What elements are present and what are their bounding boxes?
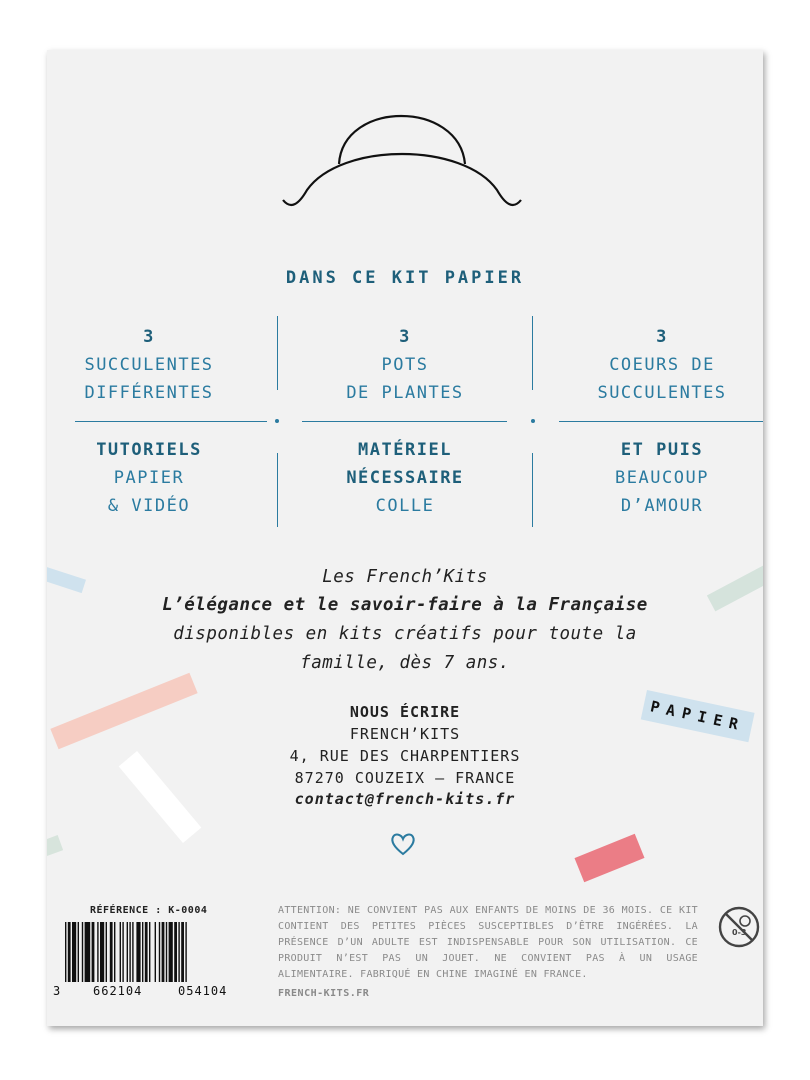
barcode-bar — [106, 922, 107, 982]
divider-vertical — [532, 453, 533, 527]
hat-logo-icon — [277, 90, 527, 220]
contact-email[interactable]: contact@french-kits.fr — [294, 790, 516, 808]
content-heading: MATÉRIEL — [358, 440, 452, 460]
content-label: PAPIER — [113, 468, 185, 488]
content-count: 3 — [399, 327, 411, 347]
kit-back-cover — [47, 50, 763, 1026]
content-cell-hearts — [547, 323, 763, 407]
barcode-bar — [169, 922, 173, 982]
barcode-bar — [120, 922, 121, 982]
content-label: COEURS DE — [609, 355, 715, 375]
safety-warning: ATTENTION: NE CONVIENT PAS AUX ENFANTS DE MOINS DE 36 MOIS. CE KIT CONTIENT DES PETITES PIÈCES SUSCEPTIBLES D’ÊTRE INGÉRÉES. LA PRÉSENCE D’UN ADULTE EST INDISPENSABLE POUR SON UTILISATION. CE PRODUIT N’EST PAS UN JOUET. NE CONVIENT PAS À UN USAGE ALIMENTAIRE. FABRIQUÉ EN CHINE IMAGINÉ EN FRANCE. — [278, 905, 698, 980]
content-label: COLLE — [375, 496, 435, 516]
content-label: POTS — [381, 355, 429, 375]
content-heading: ET PUIS — [620, 440, 704, 460]
reference-label: RÉFÉRENCE : K-0004 — [90, 905, 208, 916]
divider-horizontal — [302, 421, 507, 422]
divider-horizontal — [75, 421, 267, 422]
confetti-red — [574, 834, 644, 882]
barcode-bar — [122, 922, 123, 982]
barcode-bar — [181, 922, 184, 982]
barcode-bar — [145, 922, 148, 982]
barcode-bar — [149, 922, 150, 982]
brand-slogan: L’élégance et le savoir-faire à la Française — [162, 595, 648, 615]
content-label: DIFFÉRENTES — [84, 383, 214, 403]
barcode-bar — [142, 922, 143, 982]
contact-city: 87270 COUZEIX – FRANCE — [294, 769, 516, 787]
content-cell-pots — [290, 323, 520, 407]
content-label: DE PLANTES — [346, 383, 464, 403]
content-cell-tutorials — [47, 436, 264, 520]
barcode — [65, 922, 241, 982]
barcode-bar — [127, 922, 128, 982]
contact-heading: NOUS ÉCRIRE — [349, 703, 461, 721]
kit-title: DANS CE KIT PAPIER — [285, 268, 525, 288]
content-label: & VIDÉO — [107, 496, 191, 516]
content-label: D’AMOUR — [620, 496, 704, 516]
barcode-bar — [72, 922, 76, 982]
content-heading: TUTORIELS — [96, 440, 202, 460]
barcode-bar — [82, 922, 83, 982]
brand-description: disponibles en kits créatifs pour toute la — [173, 624, 637, 644]
contact-street: 4, RUE DES CHARPENTIERS — [289, 747, 521, 765]
content-count: 3 — [656, 327, 668, 347]
barcode-bar — [132, 922, 133, 982]
divider-vertical — [532, 316, 533, 390]
content-label: SUCCULENTES — [597, 383, 727, 403]
barcode-bar — [114, 922, 115, 982]
content-cell-material — [290, 436, 520, 520]
barcode-bar — [110, 922, 113, 982]
barcode-group-1: 662104 — [93, 984, 143, 998]
barcode-bar — [68, 922, 71, 982]
brand-name: Les French’Kits — [322, 567, 488, 587]
barcode-bar — [155, 922, 156, 982]
papier-label-text: PAPIER — [648, 697, 747, 735]
barcode-group-2: 054104 — [178, 984, 228, 998]
barcode-bar — [129, 922, 130, 982]
barcode-bar — [159, 922, 160, 982]
confetti-green-left — [47, 835, 63, 857]
content-label: SUCCULENTES — [84, 355, 214, 375]
barcode-bar — [178, 922, 179, 982]
barcode-bar — [174, 922, 177, 982]
contact-company: FRENCH’KITS — [349, 725, 461, 743]
barcode-bar — [78, 922, 79, 982]
barcode-bar — [162, 922, 165, 982]
divider-dot — [531, 419, 535, 423]
content-count: 3 — [143, 327, 155, 347]
barcode-bar — [85, 922, 91, 982]
barcode-bar — [65, 922, 66, 982]
barcode-bar — [97, 922, 98, 982]
heart-icon — [389, 830, 417, 858]
barcode-bar — [92, 922, 95, 982]
divider-horizontal — [559, 421, 763, 422]
barcode-bar — [166, 922, 167, 982]
divider-vertical — [277, 316, 278, 390]
barcode-bar — [136, 922, 140, 982]
barcode-bar — [185, 922, 186, 982]
divider-dot — [275, 419, 279, 423]
content-label: BEAUCOUP — [615, 468, 709, 488]
brand-description: famille, dès 7 ans. — [300, 653, 510, 673]
barcode-bar — [100, 922, 104, 982]
age-icon-label: 0-3 — [732, 928, 747, 937]
content-heading: NÉCESSAIRE — [346, 468, 464, 488]
website-link[interactable]: FRENCH-KITS.FR — [278, 988, 370, 999]
no-under-3-icon — [717, 905, 761, 949]
divider-vertical — [277, 453, 278, 527]
content-cell-love — [547, 436, 763, 520]
barcode-digit-first: 3 — [53, 984, 61, 998]
content-cell-succulents — [47, 323, 264, 407]
